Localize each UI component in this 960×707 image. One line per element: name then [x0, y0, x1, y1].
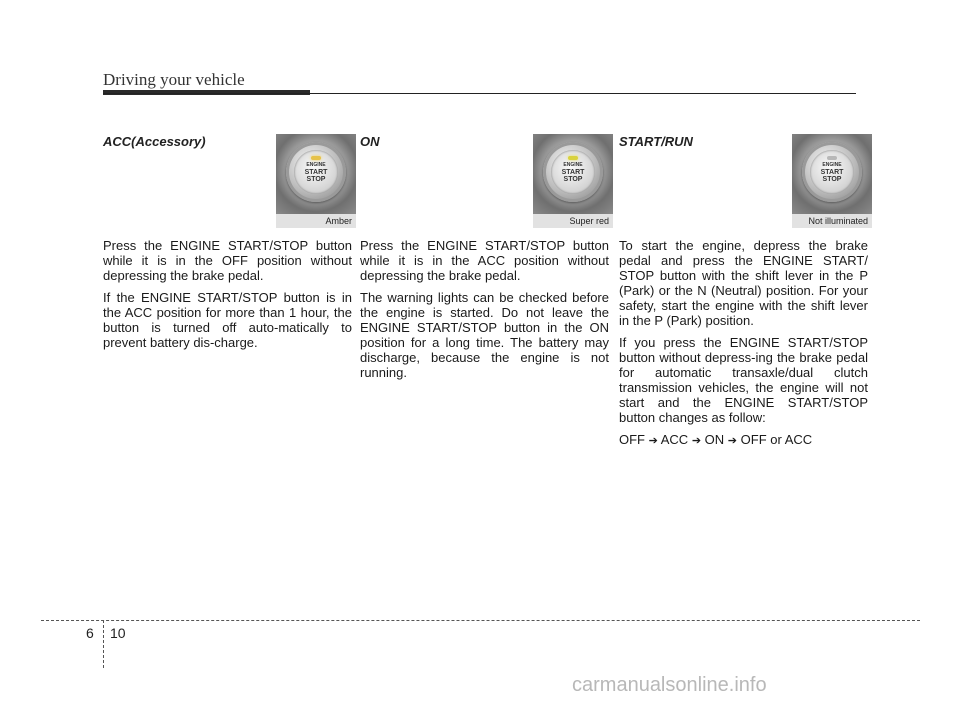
indicator-lamp-icon — [827, 156, 837, 160]
arrow-right-icon: ➔ — [727, 435, 738, 447]
watermark: carmanualsonline.info — [572, 674, 767, 696]
button-label-start: START — [561, 169, 585, 176]
indicator-lamp-icon — [568, 156, 578, 160]
button-label-stop: STOP — [822, 176, 842, 183]
header-rule — [103, 93, 856, 94]
paragraph: Press the ENGINE START/STOP button while it is in the ACC position without depressing the brake pedal. — [360, 238, 609, 283]
engine-button-figure-acc — [276, 134, 356, 228]
button-label-engine: ENGINE — [306, 162, 326, 168]
page-header-title: Driving your vehicle — [103, 70, 245, 89]
figure-caption: Not illuminated — [792, 214, 872, 228]
footer-divider — [41, 620, 920, 621]
state-sequence — [619, 432, 868, 449]
engine-start-stop-button-image — [792, 134, 872, 214]
paragraph: Press the ENGINE START/STOP button while it is in the OFF position without depressing the brake pedal. — [103, 238, 352, 283]
arrow-right-icon: ➔ — [691, 435, 702, 447]
state-off-or-acc: OFF or ACC — [740, 432, 813, 447]
state-acc: ACC — [660, 432, 689, 447]
arrow-right-icon: ➔ — [648, 435, 658, 447]
button-label-engine: ENGINE — [822, 162, 842, 168]
engine-button-figure-on — [533, 134, 613, 228]
footer-vertical-divider — [103, 620, 104, 668]
button-label-stop: STOP — [563, 176, 583, 183]
button-label-start: START — [820, 169, 844, 176]
figure-caption: Amber — [276, 214, 356, 228]
button-label-engine: ENGINE — [563, 162, 583, 168]
engine-start-stop-button-image — [533, 134, 613, 214]
engine-start-stop-button-image — [276, 134, 356, 214]
section-body — [360, 238, 609, 387]
paragraph: The warning lights can be checked before the engine is started. Do not leave the ENGINE START/STOP button in the ON position for a long time. The battery may discharge, because the engine is not running. — [360, 290, 609, 380]
chapter-number: 6 — [86, 625, 94, 641]
state-off: OFF — [619, 432, 645, 447]
button-label-start: START — [304, 169, 328, 176]
paragraph: To start the engine, depress the brake pedal and press the ENGINE START/ STOP button with the shift lever in the P (Park) or the N (Neutral) position. For your safety, start the engine with the shift lever in the P (Park) position. — [619, 238, 868, 328]
state-on: ON — [704, 432, 725, 447]
section-heading: ACC(Accessory) — [103, 134, 206, 149]
paragraph: If the ENGINE START/STOP button is in the ACC position for more than 1 hour, the button is turned off auto-matically to prevent battery dis-charge. — [103, 290, 352, 350]
section-heading: START/RUN — [619, 134, 693, 149]
figure-caption: Super red — [533, 214, 613, 228]
button-label-stop: STOP — [306, 176, 326, 183]
indicator-lamp-icon — [311, 156, 321, 160]
page-number: 10 — [110, 625, 126, 641]
paragraph: If you press the ENGINE START/STOP button without depress-ing the brake pedal for automatic transaxle/dual clutch transmission vehicles, the engine will not start and the ENGINE START/STOP button changes as follow: — [619, 335, 868, 425]
engine-button-figure-start-run — [792, 134, 872, 228]
section-body — [103, 238, 352, 357]
section-heading: ON — [360, 134, 380, 149]
section-body — [619, 238, 868, 456]
